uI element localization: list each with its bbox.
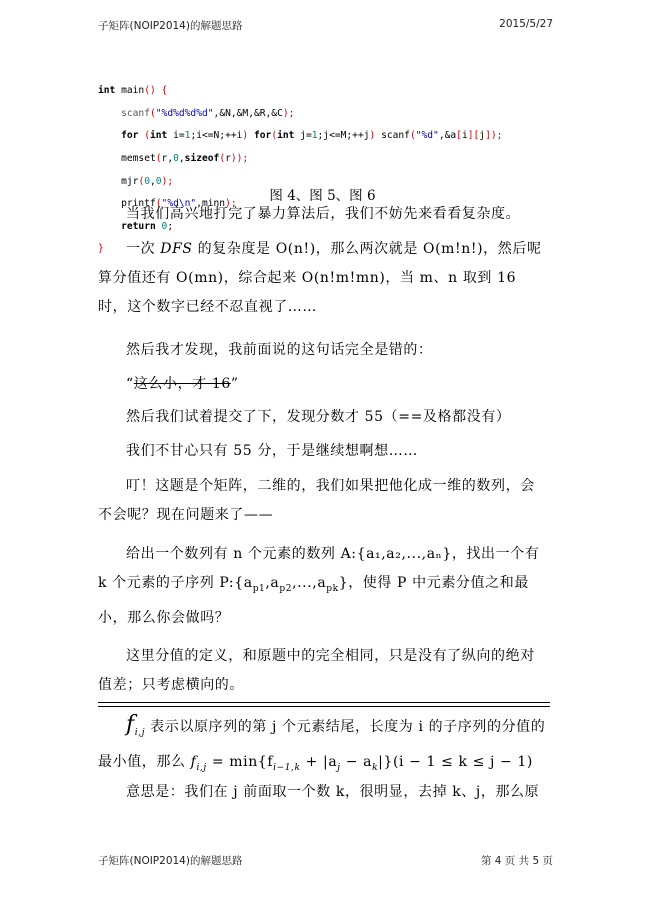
- code-block: int main() { scanf("%d%d%d%d",&N,&M,&R,&C); for (int i=1;i<=N;++i) for(int j=1;j<=M;++j) scanf("%d",&a[i][j]); memset(r,0,sizeof(r)); mjr(0,0); printf("%d\n",minn); return 0; }: [98, 85, 503, 255]
- divider-bottom: [98, 706, 550, 707]
- header-title: 子矩阵(NOIP2014)的解题思路: [98, 20, 243, 32]
- paragraph-9: 这里分值的定义，和原题中的完全相同，只是没有了纵向的绝对值差；只考虑横向的。: [98, 648, 535, 693]
- footer-title: 子矩阵(NOIP2014)的解题思路: [98, 855, 243, 867]
- paragraph-8: 给出一个数列有 n 个元素的数列 A:{a₁,a₂,...,aₙ}，找出一个有 k 个元素的子序列 $P:\{a_{p1},a_{p2},...,a_{pk}\}$，使得 P 中元素分值之和最小，那么你会做吗？: [98, 546, 540, 626]
- figure-caption: 图 4、图 5、图 6: [269, 188, 376, 204]
- paragraph-4: “这么小，才 16”: [126, 376, 239, 392]
- paragraph-5: 然后我们试着提交了下，发现分数才 55（==及格都没有）: [126, 409, 511, 425]
- paragraph-3: 然后我才发现，我前面说的这句话完全是错的：: [126, 342, 433, 358]
- paragraph-11: 意思是：我们在 j 前面取一个数 k，很明显，去掉 k、j，那么原: [126, 784, 540, 800]
- paragraph-1: 当我们高兴地打完了暴力算法后，我们不妨先来看看复杂度。: [126, 206, 521, 222]
- paragraph-7: 叮！这题是个矩阵，二维的，我们如果把他化成一维的数列，会不会呢？现在问题来了——: [98, 478, 535, 523]
- paragraph-2: 一次 DFS 的复杂度是 O(n!)，那么两次就是 O(m!n!)，然后呢算分值还有 O(mn)，综合起来 O(n!m!mn)，当 m、n 取到 16 时，这个数字已经不忍直视了……: [98, 241, 542, 315]
- divider-top: [98, 702, 550, 703]
- header-date: 2015/5/27: [499, 18, 553, 30]
- paragraph-10: $f_{i,j}$ 表示以原序列的第 j 个元素结尾，长度为 i 的子序列的分值的最小值，那么 $f_{i,j} = \min\{f_{i-1,k} + |a_j - a_k|\}(i - 1 \le k \le j - 1)$: [98, 712, 546, 773]
- paragraph-6: 我们不甘心只有 55 分，于是继续想啊想……: [126, 443, 418, 459]
- footer-page: 第 4 页 共 5 页: [480, 855, 553, 867]
